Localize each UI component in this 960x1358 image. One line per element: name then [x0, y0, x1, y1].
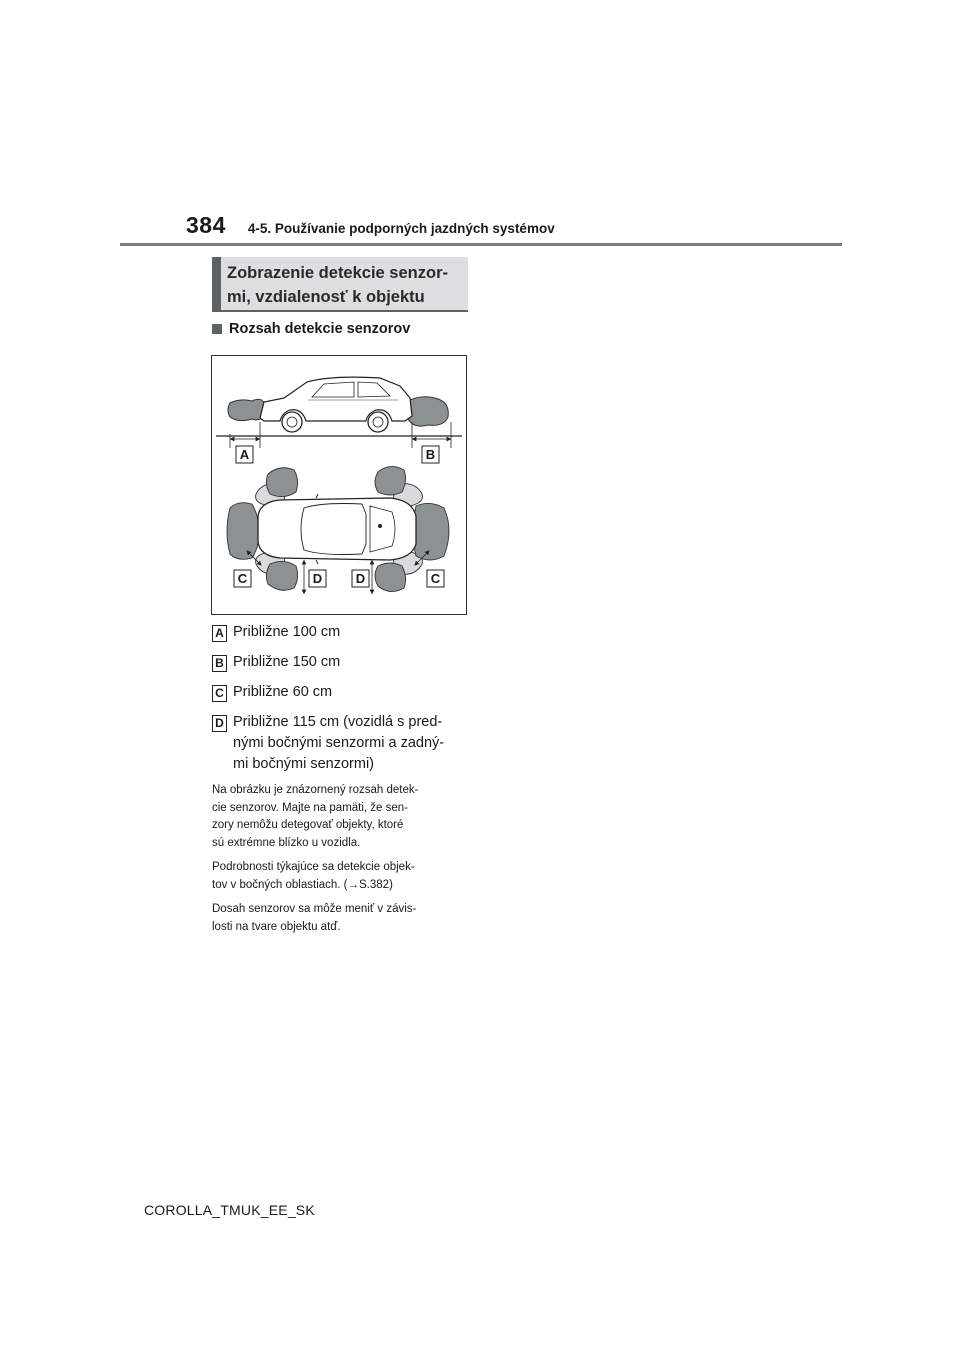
- chapter-title: 4-5. Používanie podporných jazdných systémov: [247, 221, 555, 236]
- subheading: [212, 321, 410, 337]
- body-paragraphs: [212, 782, 468, 943]
- header-divider: [120, 243, 842, 246]
- rear-right-side-zone: [375, 563, 406, 592]
- page-number: 384: [186, 212, 226, 238]
- legend-key-d: D: [212, 715, 227, 732]
- document-footer: COROLLA_TMUK_EE_SK: [144, 1202, 315, 1218]
- rear-zone-top: [413, 503, 449, 560]
- legend-item-a: [212, 622, 474, 643]
- front-left-side-zone: [266, 468, 297, 497]
- section-title-line-2: mi, vzdialenosť k objektu: [227, 288, 425, 306]
- legend-item-b: [212, 652, 474, 673]
- square-bullet-icon: [212, 324, 222, 334]
- legend-text-d-line-3: mi bočnými senzormi): [233, 756, 374, 772]
- legend-item-d: [212, 712, 474, 775]
- paragraph-3-line-1: Dosah senzorov sa môže meniť v závis-: [212, 903, 417, 915]
- front-zone-top: [227, 503, 258, 560]
- legend-text-d-line-1: Približne 115 cm (vozidlá s pred-: [233, 714, 443, 730]
- section-title-line-1: Zobrazenie detekcie senzor-: [227, 264, 448, 282]
- figure-label-a: A: [239, 447, 250, 462]
- legend-text-b: Približne 150 cm: [233, 654, 341, 670]
- front-right-side-zone: [266, 561, 297, 590]
- paragraph-1-line-1: Na obrázku je znázornený rozsah detek-: [212, 784, 419, 796]
- legend-item-c: [212, 682, 474, 703]
- section-title-box: [212, 257, 468, 312]
- top-view-car: [227, 466, 449, 592]
- figure-label-d-left: D: [312, 571, 323, 586]
- paragraph-2: [212, 859, 468, 894]
- paragraph-2-line-1: Podrobnosti týkajúce sa detekcie objek-: [212, 861, 415, 873]
- rear-sensor-zone: [406, 397, 448, 426]
- paragraph-1: [212, 782, 468, 852]
- paragraph-2-line-2: tov v bočných oblastiach. (→S.382): [212, 878, 393, 891]
- page-header: [186, 212, 555, 239]
- sensor-range-figure: [211, 355, 467, 615]
- figure-label-c-right: C: [430, 571, 441, 586]
- legend-text-a: Približne 100 cm: [233, 624, 341, 640]
- legend-key-b: B: [212, 655, 227, 672]
- subheading-text: Rozsah detekcie senzorov: [229, 321, 411, 337]
- legend-key-a: A: [212, 625, 227, 642]
- figure-label-d-right: D: [355, 571, 366, 586]
- paragraph-3-line-2: losti na tvare objektu atď.: [212, 920, 341, 933]
- side-view-car: [216, 377, 462, 448]
- figure-label-c-left: C: [237, 571, 248, 586]
- legend-text-d-line-2: nými bočnými senzormi a zadný-: [233, 735, 445, 751]
- figure-label-b: B: [425, 447, 436, 462]
- paragraph-3: [212, 901, 468, 936]
- paragraph-1-line-3: zory nemôžu detegovať objekty, ktoré: [212, 819, 404, 831]
- paragraph-1-line-4: sú extrémne blízko u vozidla.: [212, 836, 361, 849]
- legend-list: [212, 622, 474, 784]
- paragraph-1-line-2: cie senzorov. Majte na pamäti, že sen-: [212, 801, 409, 814]
- legend-text-c: Približne 60 cm: [233, 684, 333, 700]
- rear-left-side-zone: [375, 466, 406, 495]
- legend-key-c: C: [212, 685, 227, 702]
